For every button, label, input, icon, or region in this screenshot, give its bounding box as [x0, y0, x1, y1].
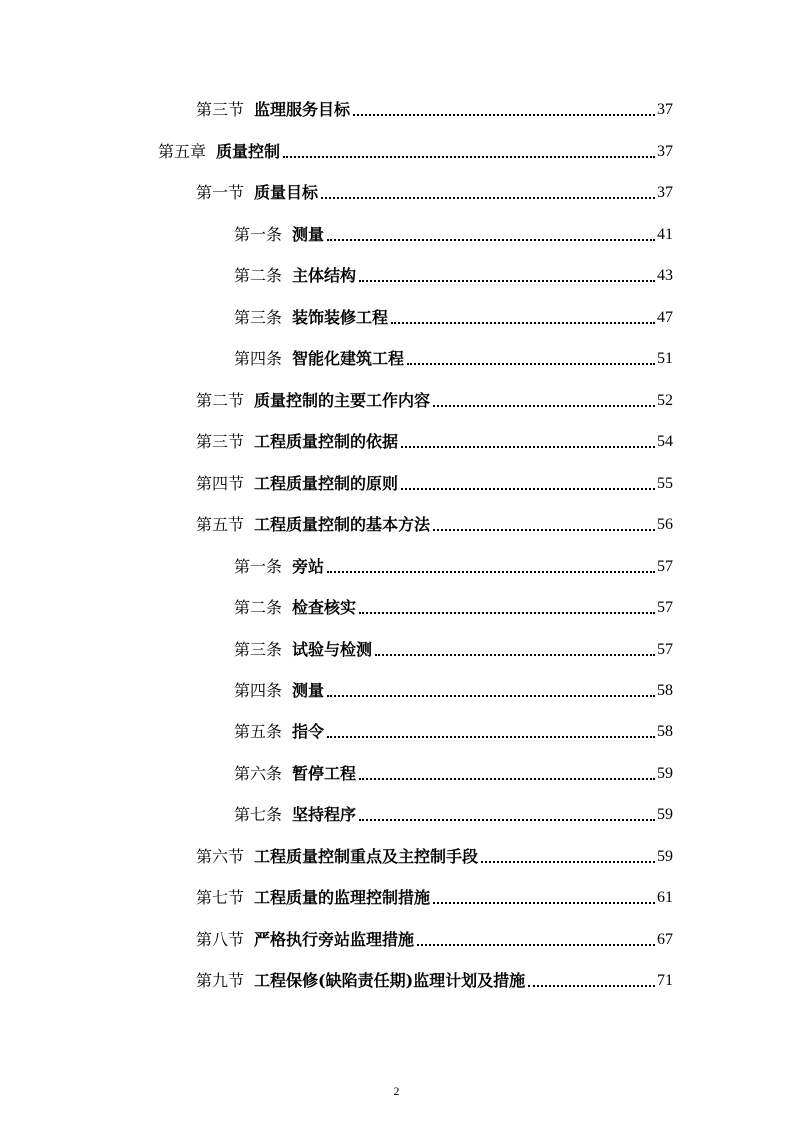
- toc-entry[interactable]: [196, 179, 673, 203]
- toc-entry[interactable]: [196, 843, 673, 867]
- toc-entry[interactable]: [234, 345, 673, 369]
- toc-entry-label: 第三节: [196, 432, 245, 451]
- toc-dot-leader: [391, 322, 655, 324]
- toc-entry[interactable]: [234, 594, 673, 618]
- toc-dot-leader: [283, 156, 655, 158]
- toc-entry[interactable]: [196, 428, 673, 452]
- toc-entry-title: 工程保修(缺陷责任期)监理计划及措施: [254, 971, 526, 990]
- toc-dot-leader: [359, 612, 655, 614]
- toc-entry[interactable]: [196, 470, 673, 494]
- toc-entry-label: 第一条: [234, 225, 283, 244]
- toc-entry-page: 58: [657, 723, 673, 740]
- toc-dot-leader: [327, 695, 655, 697]
- toc-entry-page: 61: [657, 889, 673, 906]
- toc-entry-label: 第六条: [234, 764, 283, 783]
- toc-entry-page: 55: [657, 475, 673, 492]
- toc-entry-title: 质量控制: [216, 142, 281, 161]
- toc-dot-leader: [401, 446, 655, 448]
- toc-dot-leader: [327, 239, 655, 241]
- page-number: 2: [393, 1084, 400, 1098]
- toc-dot-leader: [375, 654, 655, 656]
- toc-entry-page: 41: [657, 226, 673, 243]
- toc-entry[interactable]: [234, 636, 673, 660]
- toc-entry-page: 59: [657, 806, 673, 823]
- toc-entry[interactable]: [234, 262, 673, 286]
- toc-entry-title: 质量控制的主要工作内容: [254, 391, 431, 410]
- toc-entry[interactable]: [196, 511, 673, 535]
- toc-dot-leader: [359, 778, 655, 780]
- toc-entry[interactable]: [234, 760, 673, 784]
- toc-dot-leader: [433, 902, 655, 904]
- toc-entry[interactable]: [196, 96, 673, 120]
- toc-entry[interactable]: [234, 221, 673, 245]
- toc-entry-label: 第六节: [196, 847, 245, 866]
- toc-entry-label: 第五条: [234, 722, 283, 741]
- toc-entry-page: 52: [657, 392, 673, 409]
- toc-entry-label: 第四条: [234, 681, 283, 700]
- toc-dot-leader: [407, 363, 655, 365]
- toc-entry-title: 严格执行旁站监理措施: [254, 930, 415, 949]
- toc-entry-label: 第三条: [234, 640, 283, 659]
- toc-entry-page: 43: [657, 267, 673, 284]
- toc-entry-title: 检查核实: [292, 598, 357, 617]
- toc-dot-leader: [327, 736, 655, 738]
- toc-entry-title: 监理服务目标: [254, 100, 351, 119]
- toc-entry-label: 第二条: [234, 598, 283, 617]
- toc-entry-title: 测量: [292, 681, 325, 700]
- toc-dot-leader: [359, 819, 655, 821]
- toc-entry-page: 71: [657, 972, 673, 989]
- toc-entry-page: 57: [657, 558, 673, 575]
- toc-entry-title: 质量目标: [254, 183, 319, 202]
- toc-entry-label: 第五节: [196, 515, 245, 534]
- toc-dot-leader: [401, 488, 655, 490]
- toc-entry-page: 59: [657, 848, 673, 865]
- toc-dot-leader: [417, 944, 655, 946]
- toc-entry[interactable]: [196, 967, 673, 991]
- toc-entry-title: 主体结构: [292, 266, 357, 285]
- toc-entry-title: 工程质量的监理控制措施: [254, 888, 431, 907]
- toc-entry-page: 54: [657, 433, 673, 450]
- toc-entry-label: 第四条: [234, 349, 283, 368]
- toc-entry-page: 37: [657, 184, 673, 201]
- toc-entry[interactable]: [196, 884, 673, 908]
- toc-entry[interactable]: [234, 553, 673, 577]
- toc-entry-label: 第一条: [234, 557, 283, 576]
- toc-entry[interactable]: [234, 304, 673, 328]
- toc-entry-title: 坚持程序: [292, 805, 357, 824]
- toc-dot-leader: [528, 985, 655, 987]
- toc-entry-title: 暂停工程: [292, 764, 357, 783]
- toc-entry-title: 装饰装修工程: [292, 308, 389, 327]
- toc-entry-label: 第五章: [158, 142, 207, 161]
- toc-entry[interactable]: [158, 138, 673, 162]
- toc-entry-label: 第七条: [234, 805, 283, 824]
- toc-entry-title: 工程质量控制的基本方法: [254, 515, 431, 534]
- toc-entry-page: 37: [657, 101, 673, 118]
- toc-dot-leader: [481, 861, 655, 863]
- toc-entry-page: 47: [657, 309, 673, 326]
- toc-entry-page: 59: [657, 765, 673, 782]
- toc-dot-leader: [327, 571, 655, 573]
- toc-entry-label: 第三节: [196, 100, 245, 119]
- toc-entry-title: 智能化建筑工程: [292, 349, 405, 368]
- toc-dot-leader: [321, 197, 655, 199]
- toc-entry-page: 37: [657, 143, 673, 160]
- toc-entry-page: 56: [657, 516, 673, 533]
- toc-entry-label: 第二节: [196, 391, 245, 410]
- toc-dot-leader: [433, 529, 655, 531]
- toc-entry-page: 51: [657, 350, 673, 367]
- toc-entry-title: 工程质量控制的依据: [254, 432, 399, 451]
- toc-entry-label: 第九节: [196, 971, 245, 990]
- toc-entry-label: 第一节: [196, 183, 245, 202]
- toc-entry[interactable]: [234, 718, 673, 742]
- toc-entry[interactable]: [196, 926, 673, 950]
- toc-entry-page: 57: [657, 641, 673, 658]
- toc-dot-leader: [433, 405, 655, 407]
- toc-entry-title: 指令: [292, 722, 325, 741]
- toc-entry-title: 试验与检测: [292, 640, 373, 659]
- toc-entry-label: 第八节: [196, 930, 245, 949]
- toc-entry-title: 旁站: [292, 557, 325, 576]
- toc-entry-title: 工程质量控制重点及主控制手段: [254, 847, 479, 866]
- toc-entry-label: 第三条: [234, 308, 283, 327]
- toc-entry-title: 测量: [292, 225, 325, 244]
- toc-entry-label: 第七节: [196, 888, 245, 907]
- toc-entry-page: 67: [657, 931, 673, 948]
- toc-entry-label: 第四节: [196, 474, 245, 493]
- toc-entry-page: 57: [657, 599, 673, 616]
- toc-entry[interactable]: [196, 387, 673, 411]
- toc-entry-label: 第二条: [234, 266, 283, 285]
- toc-entry[interactable]: [234, 801, 673, 825]
- toc-entry[interactable]: [234, 677, 673, 701]
- toc-dot-leader: [353, 114, 655, 116]
- toc-entry-title: 工程质量控制的原则: [254, 474, 399, 493]
- toc-dot-leader: [359, 280, 655, 282]
- toc-entry-page: 58: [657, 682, 673, 699]
